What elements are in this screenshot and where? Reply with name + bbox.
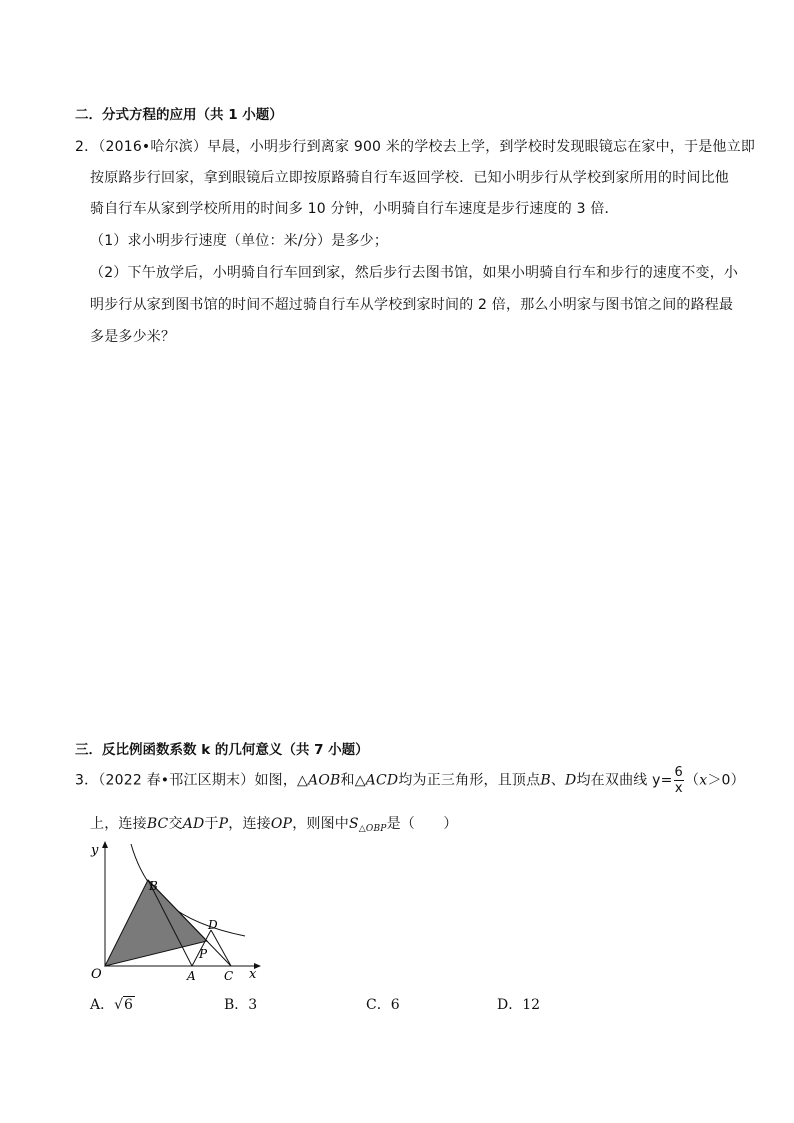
option-d[interactable]: D．12 (497, 997, 541, 1013)
section-2-title: 二．分式方程的应用（共 1 小题） (75, 107, 283, 123)
section-3-title: 三．反比例函数系数 k 的几何意义（共 7 小题） (75, 742, 369, 758)
label-y: y (91, 843, 99, 858)
sqrt-symbol: √6 (114, 997, 133, 1013)
label-d: D (208, 918, 218, 932)
q2-part-1: （1）求小明步行速度（单位：米/分）是多少； (90, 233, 389, 249)
label-x: x (249, 967, 257, 982)
fraction-6-over-x: $\frac{6}{x}$ (674, 765, 684, 796)
label-o: O (91, 967, 102, 982)
q2-line-1: 2．（2016•哈尔滨）早晨，小明步行到离家 900 米的学校去上学，到学校时发现眼镜忘在家中，于是他立即 (75, 139, 756, 155)
q3-line-1: 3．（2022 春•邗江区期末）如图，△AOB和△ACD均为正三角形，且顶点B、D均在双曲线 y= $\frac{6}{x}$ （x＞0） (75, 765, 745, 796)
option-b[interactable]: B．3 (224, 997, 258, 1013)
label-b: B (149, 879, 158, 893)
label-a: A (187, 969, 196, 983)
y-axis-arrow (102, 841, 108, 848)
q2-part-2-line-3: 多是多少米？ (90, 329, 176, 345)
hyperbola-triangle-figure (85, 838, 270, 983)
option-c[interactable]: C．6 (366, 997, 400, 1013)
q2-line-3: 骑自行车从家到学校所用的时间多 10 分钟，小明骑自行车速度是步行速度的 3 倍． (90, 201, 619, 217)
q2-part-2-line-2: 明步行从家到图书馆的时间不超过骑自行车从学校到家时间的 2 倍，那么小明家与图书馆之间的路程最 (90, 297, 734, 313)
label-p: P (199, 947, 208, 961)
q2-part-2-line-1: （2）下午放学后，小明骑自行车回到家，然后步行去图书馆，如果小明骑自行车和步行的速度不变，小 (90, 265, 739, 281)
label-c: C (224, 969, 234, 983)
q3-line-2: 上，连接BC交AD于P，连接OP，则图中$S_{\triangle OBP}$是（ ） (90, 816, 458, 834)
option-a[interactable]: A．√6 (90, 997, 133, 1013)
q2-line-2: 按原路步行回家，拿到眼镜后立即按原路骑自行车返回学校．已知小明步行从学校到家所用的时间比他 (90, 170, 729, 186)
